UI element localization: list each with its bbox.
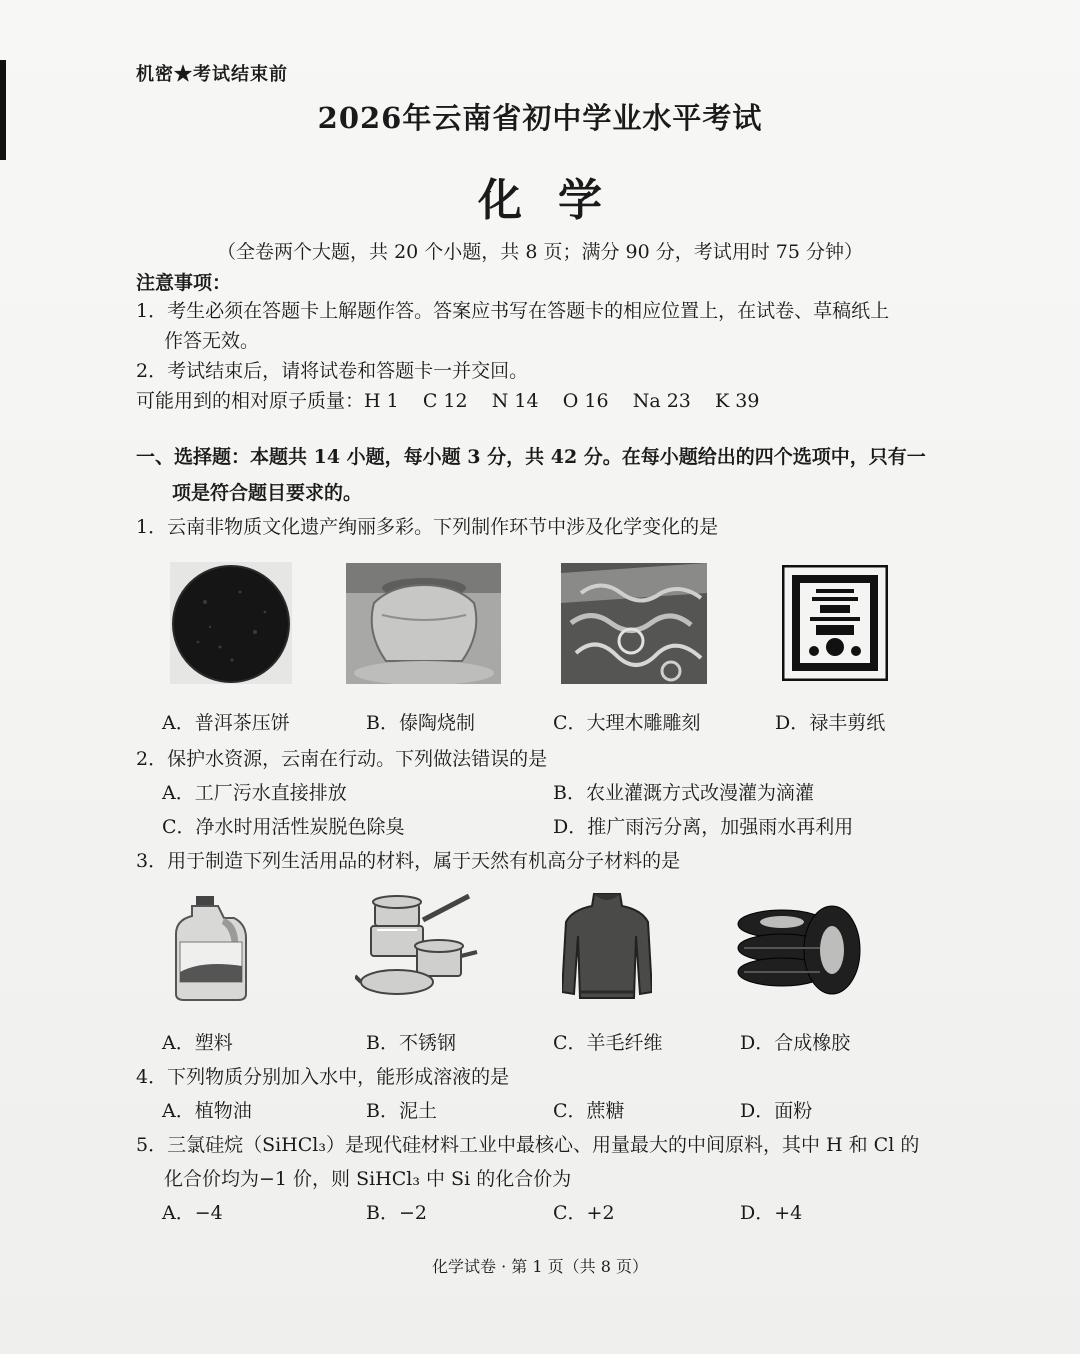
exam-info: （全卷两个大题，共 20 个小题，共 8 页；满分 90 分，考试用时 75 分钟） (217, 241, 863, 263)
page-footer: 化学试卷 · 第 1 页（共 8 页） (432, 1257, 648, 1276)
note-1-cont: 作答无效。 (164, 330, 260, 352)
lufeng-paper-cut-image (782, 565, 888, 681)
q1-option-c: C．大理木雕雕刻 (553, 712, 701, 734)
dai-pottery-jar-image (346, 563, 501, 684)
q4-option-c: C．蔗糖 (553, 1100, 625, 1122)
q2-option-b: B．农业灌溉方式改漫灌为滴灌 (553, 782, 814, 804)
question-5-stem: 5．三氯硅烷（SiHCl₃）是现代硅材料工业中最核心、用量最大的中间原料，其中 H 和 Cl 的 (136, 1134, 920, 1156)
section-1-heading-cont: 项是符合题目要求的。 (172, 482, 363, 504)
question-5-stem-cont: 化合价均为−1 价，则 SiHCl₃ 中 Si 的化合价为 (164, 1168, 572, 1190)
q3-option-b: B．不锈钢 (366, 1032, 456, 1054)
q5-option-c: C．+2 (553, 1202, 615, 1224)
q1-option-b: B．傣陶烧制 (366, 712, 475, 734)
pu-er-tea-cake-image (170, 562, 292, 684)
atomic-mass: 可能用到的相对原子质量：H 1 C 12 N 14 O 16 Na 23 K 39 (136, 390, 760, 412)
q2-option-a: A．工厂污水直接排放 (162, 782, 347, 804)
plastic-bottle-image (172, 894, 250, 1002)
stainless-steel-pots-image (355, 890, 479, 1004)
confidential-label: 机密★考试结束前 (136, 64, 288, 85)
rubber-tires-image (736, 894, 862, 1000)
notes-heading: 注意事项： (136, 272, 232, 294)
question-4-stem: 4．下列物质分别加入水中，能形成溶液的是 (136, 1066, 510, 1088)
q1-option-a: A．普洱茶压饼 (162, 712, 290, 734)
dali-wood-carving-image (561, 563, 707, 684)
q4-option-d: D．面粉 (740, 1100, 813, 1122)
q2-option-d: D．推广雨污分离，加强雨水再利用 (553, 816, 854, 838)
exam-title: 2026年云南省初中学业水平考试 (317, 101, 763, 135)
q3-option-a: A．塑料 (162, 1032, 233, 1054)
note-2: 2．考试结束后，请将试卷和答题卡一并交回。 (136, 360, 529, 382)
q4-option-b: B．泥土 (366, 1100, 437, 1122)
question-2-stem: 2．保护水资源，云南在行动。下列做法错误的是 (136, 748, 548, 770)
q5-option-a: A．−4 (162, 1202, 223, 1224)
question-3-stem: 3．用于制造下列生活用品的材料，属于天然有机高分子材料的是 (136, 850, 681, 872)
note-1: 1．考生必须在答题卡上解题作答。答案应书写在答题卡的相应位置上，在试卷、草稿纸上 (136, 300, 890, 322)
q3-option-d: D．合成橡胶 (740, 1032, 851, 1054)
question-1-stem: 1．云南非物质文化遗产绚丽多彩。下列制作环节中涉及化学变化的是 (136, 516, 719, 538)
q1-option-d: D．禄丰剪纸 (775, 712, 886, 734)
q5-option-d: D．+4 (740, 1202, 803, 1224)
section-1-heading: 一、选择题：本题共 14 小题，每小题 3 分，共 42 分。在每小题给出的四个选项中，只有一 (136, 446, 926, 468)
q2-option-c: C．净水时用活性炭脱色除臭 (162, 816, 405, 838)
q3-option-c: C．羊毛纤维 (553, 1032, 663, 1054)
q5-option-b: B．−2 (366, 1202, 427, 1224)
subject-title: 化学 (478, 175, 638, 226)
q4-option-a: A．植物油 (162, 1100, 252, 1122)
wool-sweater-image (562, 892, 652, 1000)
